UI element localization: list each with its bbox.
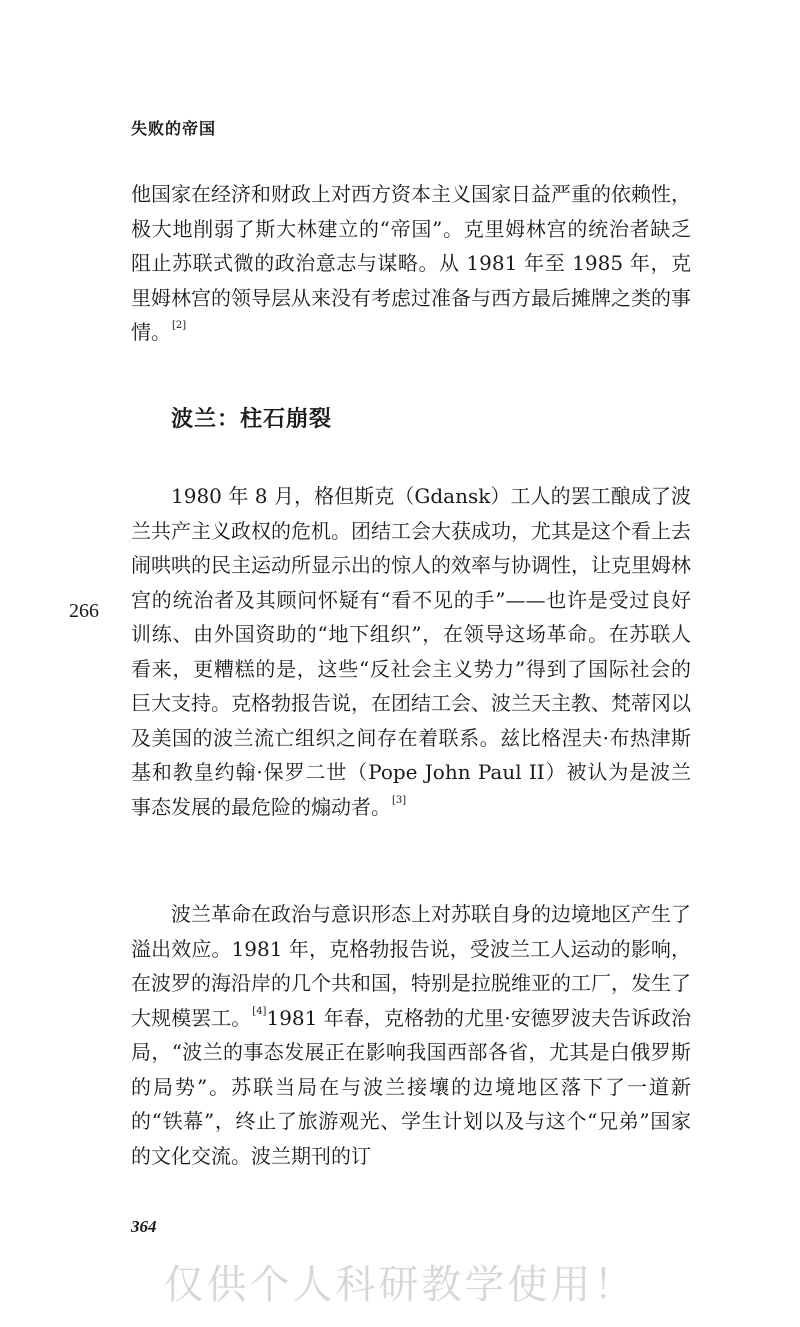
paragraph-body: 1981 年春，克格勃的尤里·安德罗波夫告诉政治局，“波兰的事态发展正在影响我国西部各省，尤其是白俄罗斯的局势”。苏联当局在与波兰接壤的边境地区落下了一道新的“铁幕”，终止了旅游观光、学生计划以及与这个“兄弟”国家的文化交流。波兰期刊的订 bbox=[131, 1005, 691, 1168]
paragraph-text bbox=[131, 897, 691, 1173]
paragraph-text bbox=[131, 479, 691, 824]
paragraph-continuation bbox=[131, 177, 691, 350]
paragraph-spillover bbox=[131, 897, 691, 1173]
watermark: 仅供个人科研教学使用！ bbox=[163, 1262, 637, 1308]
paragraph-text bbox=[131, 177, 691, 350]
original-page-number: 266 bbox=[69, 600, 99, 622]
page-number: 364 bbox=[131, 1217, 157, 1236]
footnote-marker[interactable]: [4] bbox=[252, 1005, 267, 1017]
section-heading: 波兰：柱石崩裂 bbox=[171, 407, 333, 432]
paragraph-body: 1980 年 8 月，格但斯克（Gdansk）工人的罢工酿成了波兰共产主义政权的危机。团结工会大获成功，尤其是这个看上去闹哄哄的民主运动所显示出的惊人的效率与协调性，让克里姆林宫的统治者及其顾问怀疑有“看不见的手”——也许是受过良好训练、由外国资助的“地下组织”，在领导这场革命。在苏联人看来，更糟糕的是，这些“反社会主义势力”得到了国际社会的巨大支持。克格勃报告说，在团结工会、波兰天主教、梵蒂冈以及美国的波兰流亡组织之间存在着联系。兹比格涅夫·布热津斯基和教皇约翰·保罗二世（Pope John Paul II）被认为是波兰事态发展的最危险的煽动者。 bbox=[131, 484, 691, 819]
paragraph-gdansk bbox=[131, 479, 691, 824]
paragraph-body: 他国家在经济和财政上对西方资本主义国家日益严重的依赖性，极大地削弱了斯大林建立的“帝国”。克里姆林宫的统治者缺乏阻止苏联式微的政治意志与谋略。从 1981 年至 1985 年，克里姆林宫的领导层从来没有考虑过准备与西方最后摊牌之类的事情。 bbox=[131, 182, 691, 344]
paragraph-body: 波兰革命在政治与意识形态上对苏联自身的边境地区产生了溢出效应。1981 年，克格勃报告说，受波兰工人运动的影响，在波罗的海沿岸的几个共和国，特别是拉脱维亚的工厂，发生了大规模罢工。 bbox=[131, 902, 691, 1030]
running-header: 失败的帝国 bbox=[131, 119, 217, 138]
footnote-marker[interactable]: [3] bbox=[392, 794, 407, 806]
footnote-marker[interactable]: [2] bbox=[172, 320, 187, 331]
